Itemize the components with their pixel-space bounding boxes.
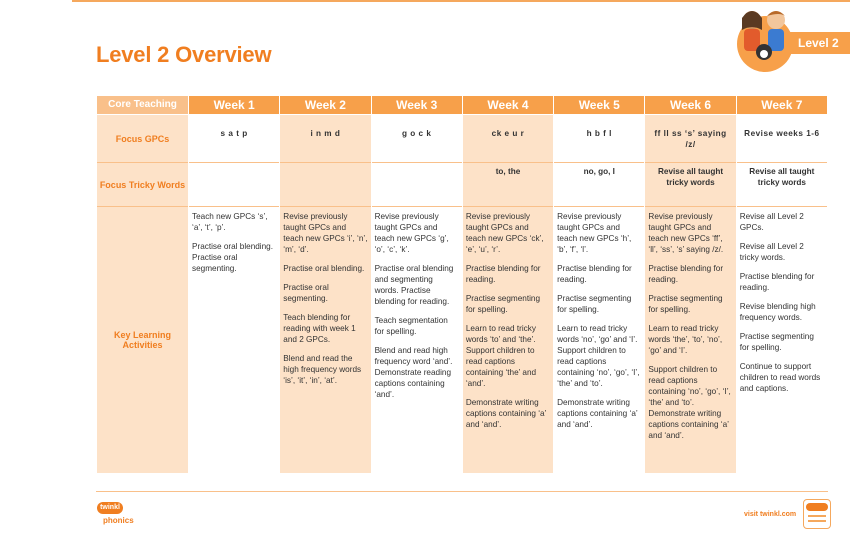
activity-text: Learn to read tricky words ‘no’, ‘go’ and ‘I’. Support children to read captions containing ‘no’, ‘go’, ‘I’, ‘the’ and ‘to’.: [557, 324, 640, 388]
activity-text: Revise previously taught GPCs and teach new GPCs ‘i’, ‘n’, ‘m’, ‘d’.: [283, 212, 368, 254]
focus-tricky-row: [97, 163, 828, 207]
key-learning-cell: [645, 207, 736, 473]
key-learning-row: [97, 207, 828, 473]
activity-text: Practise oral blending and segmenting words. Practise blending for reading.: [374, 264, 454, 306]
page-title: Level 2 Overview: [96, 42, 272, 67]
key-learning-label-line: Activities: [122, 339, 163, 350]
activity-text: Practise segmenting for spelling.: [648, 294, 723, 314]
activity-text: Practise blending for reading.: [739, 272, 815, 292]
gpc-cell: ff ll ss ‘s’ saying /z/: [645, 115, 736, 163]
gpc-cell: g o c k: [371, 115, 462, 163]
activity-text: Revise previously taught GPCs and teach new GPCs ‘ck’, ‘e’, ‘u’, ‘r’.: [465, 212, 544, 254]
activity-text: Revise previously taught GPCs and teach new GPCs ‘h’, ‘b’, ‘f’, ‘l’.: [557, 212, 632, 254]
activity-text: Teach new GPCs ‘s’, ‘a’, ‘t’, ‘p’.: [192, 212, 268, 232]
activity-text: Support children to read captions containing ‘no’, ‘go’, ‘I’, ‘the’ and ‘to’. Demonstrate writing captions containing ‘a’ and ‘and’.: [648, 365, 731, 440]
logo-text-bottom: phonics: [103, 516, 134, 525]
quality-badge-icon: [803, 499, 831, 529]
tricky-cell: Revise all taught tricky words: [736, 163, 827, 207]
week-header: Week 3: [371, 96, 462, 115]
visit-link[interactable]: visit twinkl.com: [744, 511, 797, 518]
header-row: [97, 96, 828, 115]
gpc-cell: ck e u r: [462, 115, 553, 163]
activity-text: Practise segmenting for spelling.: [557, 294, 632, 314]
key-learning-cell: [280, 207, 371, 473]
activity-text: Revise previously taught GPCs and teach new GPCs ‘g’, ‘o’, ‘c’, ‘k’.: [374, 212, 449, 254]
week-header: Week 2: [280, 96, 371, 115]
overview-table: [96, 96, 828, 473]
gpc-cell: Revise weeks 1-6: [736, 115, 827, 163]
activity-text: Practise blending for reading.: [465, 264, 541, 284]
activity-text: Practise oral segmenting.: [283, 283, 329, 303]
tricky-cell: no, go, I: [554, 163, 645, 207]
key-learning-label-line: Key Learning: [113, 329, 171, 340]
activity-text: Practise blending for reading.: [648, 264, 724, 284]
gpc-cell: i n m d: [280, 115, 371, 163]
key-learning-cell: [189, 207, 280, 473]
activity-text: Practise segmenting for spelling.: [465, 294, 541, 314]
focus-tricky-label: Focus Tricky Words: [97, 163, 189, 207]
week-header: Week 5: [554, 96, 645, 115]
activity-text: Teach blending for reading with week 1 and 2 GPCs.: [283, 313, 356, 344]
logo-text-top: twinkl: [97, 502, 123, 514]
corner-header: Core Teaching: [97, 96, 189, 115]
key-learning-cell: [736, 207, 827, 473]
activity-text: Revise all Level 2 GPCs.: [739, 212, 804, 232]
key-learning-label: [97, 207, 189, 473]
activity-text: Learn to read tricky words ‘the’, ‘to’, ‘no’, ‘go’ and ‘I’.: [648, 324, 723, 355]
gpc-cell: s a t p: [189, 115, 280, 163]
activity-text: Demonstrate writing captions containing ‘a’ and ‘and’.: [557, 398, 638, 429]
activity-text: Practise blending for reading.: [557, 264, 632, 284]
week-header: Week 6: [645, 96, 736, 115]
twinkl-phonics-logo: [97, 500, 143, 530]
activity-text: Teach segmentation for spelling.: [374, 316, 448, 336]
week-header: Week 4: [462, 96, 553, 115]
activity-text: Demonstrate writing captions containing ‘a’ and ‘and’.: [465, 398, 547, 429]
activity-text: Practise segmenting for spelling.: [739, 332, 814, 352]
footer-divider: [96, 491, 828, 492]
focus-gpcs-row: [97, 115, 828, 163]
activity-text: Blend and read high frequency word ‘and’. Demonstrate reading captions containing ‘and’.: [374, 346, 453, 399]
focus-gpcs-label: Focus GPCs: [97, 115, 189, 163]
activity-text: Practise oral blending. Practise oral segmenting.: [192, 242, 274, 273]
key-learning-cell: [371, 207, 462, 473]
level-tag: Level 2: [764, 32, 850, 54]
tricky-cell: [189, 163, 280, 207]
key-learning-cell: [462, 207, 553, 473]
activity-text: Revise previously taught GPCs and teach new GPCs ‘ff’, ‘ll’, ‘ss’, ‘s’ saying /z/.: [648, 212, 724, 254]
gpc-cell: h b f l: [554, 115, 645, 163]
tricky-cell: Revise all taught tricky words: [645, 163, 736, 207]
tricky-cell: [280, 163, 371, 207]
key-learning-cell: [554, 207, 645, 473]
activity-text: Blend and read the high frequency words ‘is’, ‘it’, ‘in’, ‘at’.: [283, 354, 362, 385]
activity-text: Revise all Level 2 tricky words.: [739, 242, 804, 262]
children-illustration-icon: [732, 0, 798, 72]
activity-text: Revise blending high frequency words.: [739, 302, 816, 322]
activity-text: Practise oral blending.: [283, 264, 365, 273]
tricky-cell: [371, 163, 462, 207]
activity-text: Learn to read tricky words ‘to’ and ‘the’. Support children to read captions containing ‘the’ and ‘and’.: [465, 324, 537, 388]
week-header: Week 7: [736, 96, 827, 115]
tricky-cell: to, the: [462, 163, 553, 207]
activity-text: Continue to support children to read words and captions.: [739, 362, 821, 393]
week-header: Week 1: [189, 96, 280, 115]
